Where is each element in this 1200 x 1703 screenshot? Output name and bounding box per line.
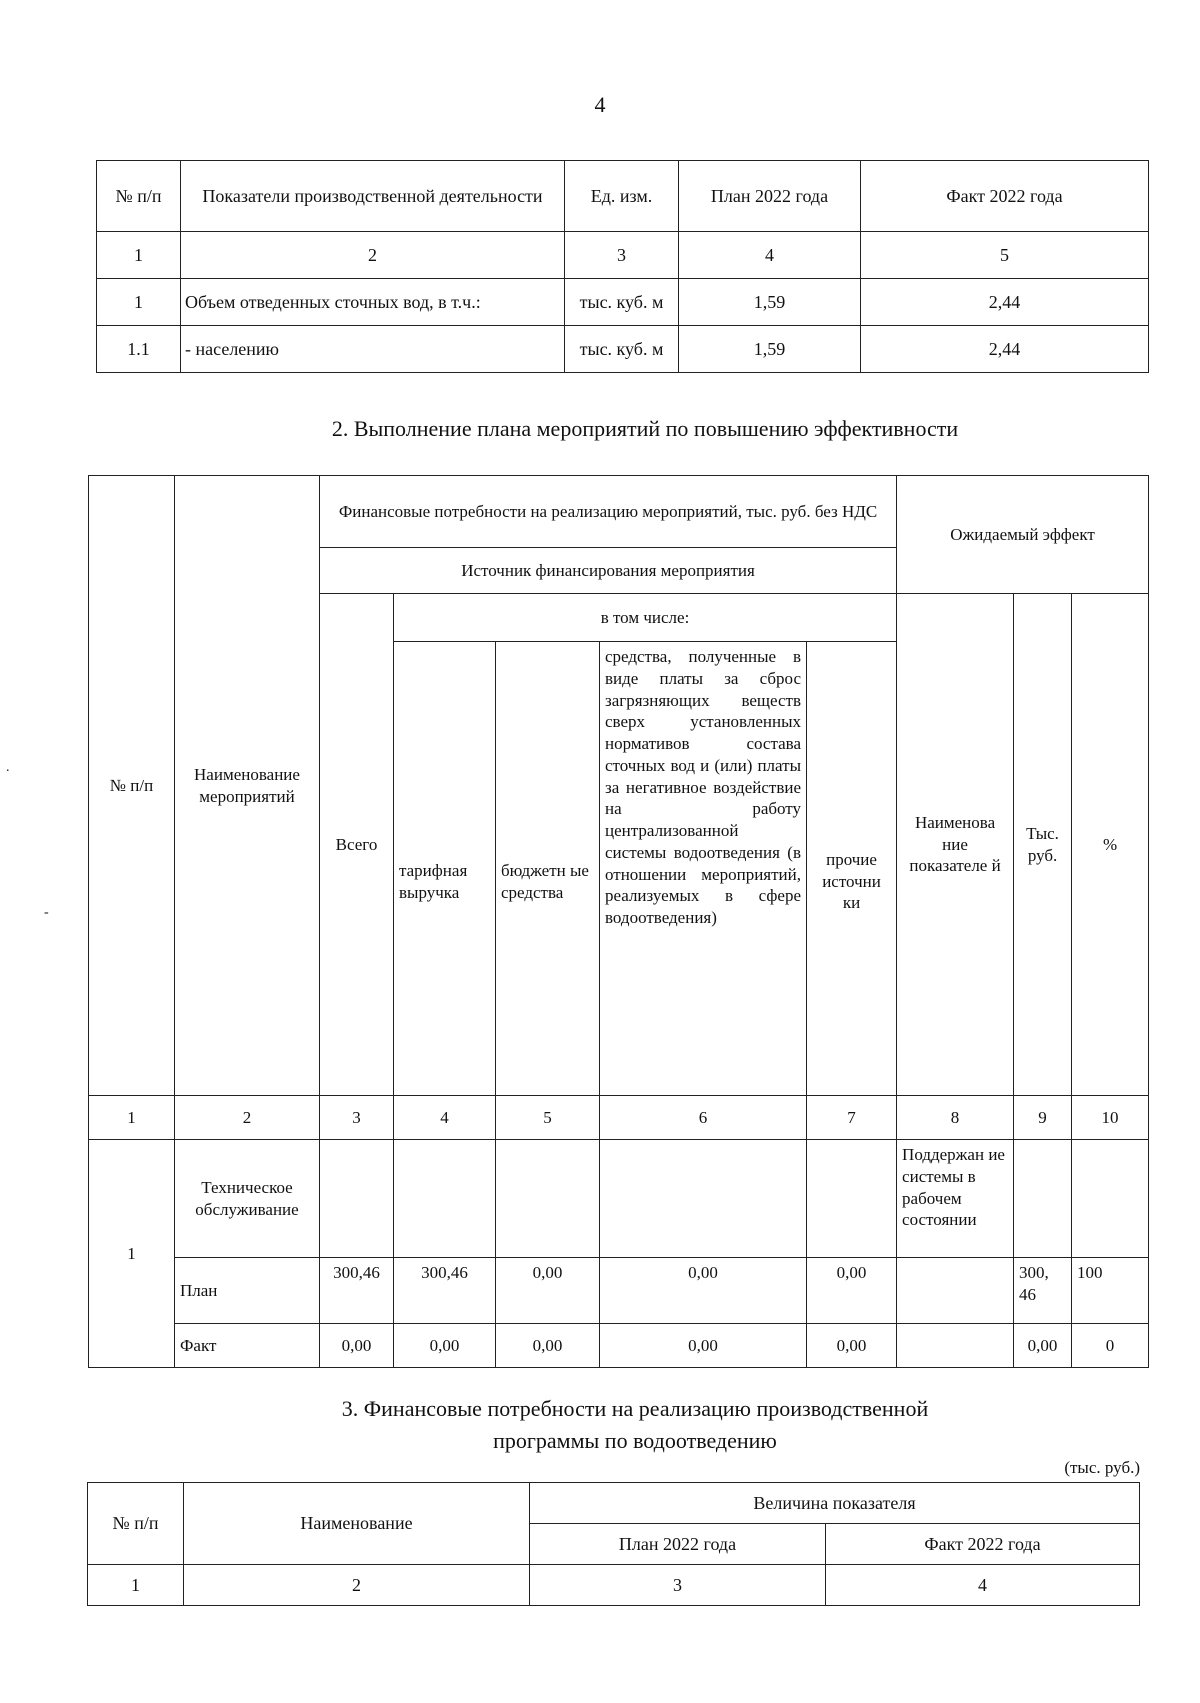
row-num: 1.1 xyxy=(97,326,181,373)
col-number: 4 xyxy=(679,232,861,279)
col-number: 4 xyxy=(826,1565,1140,1606)
fact-pollution: 0,00 xyxy=(600,1324,807,1368)
plan-tariff: 300,46 xyxy=(394,1258,496,1324)
col-number: 3 xyxy=(565,232,679,279)
fact-label: Факт xyxy=(175,1324,320,1368)
col-num-header: № п/п xyxy=(88,1483,184,1565)
col-budget-header: бюджетн ые средства xyxy=(496,642,600,1096)
col-number: 4 xyxy=(394,1096,496,1140)
row-name: - населению xyxy=(181,326,565,373)
efficiency-measures-table xyxy=(88,475,1149,1368)
table-row xyxy=(97,326,1149,373)
col-number: 2 xyxy=(181,232,565,279)
plan-total: 300,46 xyxy=(320,1258,394,1324)
production-indicators-table xyxy=(96,160,1149,373)
col-num-header: № п/п xyxy=(97,161,181,232)
row-fact: 2,44 xyxy=(861,326,1149,373)
measure-name: Техническое обслуживание xyxy=(175,1140,320,1258)
col-indicator-header: Показатели производственной деятельности xyxy=(181,161,565,232)
col-number: 3 xyxy=(320,1096,394,1140)
unit-note: (тыс. руб.) xyxy=(1064,1458,1140,1477)
col-fact-header: Факт 2022 года xyxy=(826,1524,1140,1565)
expected-effect-header: Ожидаемый эффект xyxy=(897,476,1149,594)
column-numbering-row xyxy=(89,1096,1149,1140)
financial-needs-header: Финансовые потребности на реализацию мероприятий, тыс. руб. без НДС xyxy=(320,476,897,548)
col-number: 1 xyxy=(89,1096,175,1140)
col-other-header: прочие источни ки xyxy=(807,642,897,1096)
col-number: 3 xyxy=(530,1565,826,1606)
stray-mark: - xyxy=(44,905,49,920)
section-2-title: 2. Выполнение плана мероприятий по повышению эффективности xyxy=(331,416,959,441)
row-name: Объем отведенных сточных вод, в т.ч.: xyxy=(181,279,565,326)
col-tariff-header: тарифная выручка xyxy=(394,642,496,1096)
col-number: 9 xyxy=(1014,1096,1072,1140)
column-numbering-row xyxy=(97,232,1149,279)
fact-row xyxy=(89,1324,1149,1368)
col-number: 5 xyxy=(861,232,1149,279)
plan-row xyxy=(89,1258,1149,1324)
fact-total: 0,00 xyxy=(320,1324,394,1368)
col-number: 5 xyxy=(496,1096,600,1140)
column-numbering-row xyxy=(88,1565,1140,1606)
col-total-header: Всего xyxy=(320,594,394,1096)
fact-thous: 0,00 xyxy=(1014,1324,1072,1368)
col-number: 7 xyxy=(807,1096,897,1140)
col-name-header: Наименование xyxy=(184,1483,530,1565)
col-number: 2 xyxy=(184,1565,530,1606)
col-number: 10 xyxy=(1072,1096,1149,1140)
financial-needs-table xyxy=(87,1482,1140,1606)
fact-other: 0,00 xyxy=(807,1324,897,1368)
row-unit: тыс. куб. м xyxy=(565,279,679,326)
col-number: 1 xyxy=(88,1565,184,1606)
measure-num: 1 xyxy=(89,1140,175,1368)
col-plan-header: План 2022 года xyxy=(530,1524,826,1565)
fact-tariff: 0,00 xyxy=(394,1324,496,1368)
plan-pct: 100 xyxy=(1072,1258,1149,1324)
value-header: Величина показателя xyxy=(530,1483,1140,1524)
page-number: 4 xyxy=(594,92,606,117)
row-plan: 1,59 xyxy=(679,326,861,373)
fact-pct: 0 xyxy=(1072,1324,1149,1368)
table-row xyxy=(89,1140,1149,1258)
expected-effect-text: Поддержан ие системы в рабочем состоянии xyxy=(897,1140,1014,1258)
col-pollution-header: средства, полученные в виде платы за сброс загрязняющих веществ сверх установленных нормативов состава сточных вод и (или) платы за негативное воздействие на работу централизованной системы водоотведения (в отношении мероприятий, реализуемых в сфере водоотведения) xyxy=(600,642,807,1096)
col-number: 6 xyxy=(600,1096,807,1140)
table-row xyxy=(97,279,1149,326)
col-number: 1 xyxy=(97,232,181,279)
fact-budget: 0,00 xyxy=(496,1324,600,1368)
col-num-header: № п/п xyxy=(89,476,175,1096)
col-number: 8 xyxy=(897,1096,1014,1140)
col-thous-header: Тыс. руб. xyxy=(1014,594,1072,1096)
row-fact: 2,44 xyxy=(861,279,1149,326)
col-fact-header: Факт 2022 года xyxy=(861,161,1149,232)
including-header: в том числе: xyxy=(394,594,897,642)
plan-label: План xyxy=(175,1258,320,1324)
section-3-title-line1: 3. Финансовые потребности на реализацию производственной xyxy=(341,1396,929,1421)
plan-thous: 300, 46 xyxy=(1014,1258,1072,1324)
col-pct-header: % xyxy=(1072,594,1149,1096)
col-unit-header: Ед. изм. xyxy=(565,161,679,232)
plan-budget: 0,00 xyxy=(496,1258,600,1324)
stray-mark: . xyxy=(6,760,10,775)
table-header-row xyxy=(97,161,1149,232)
row-num: 1 xyxy=(97,279,181,326)
funding-source-header: Источник финансирования мероприятия xyxy=(320,548,897,594)
plan-pollution: 0,00 xyxy=(600,1258,807,1324)
col-indicator-header: Наименова ние показателе й xyxy=(897,594,1014,1096)
col-measure-name-header: Наименование мероприятий xyxy=(175,476,320,1096)
col-number: 2 xyxy=(175,1096,320,1140)
row-unit: тыс. куб. м xyxy=(565,326,679,373)
col-plan-header: План 2022 года xyxy=(679,161,861,232)
row-plan: 1,59 xyxy=(679,279,861,326)
plan-other: 0,00 xyxy=(807,1258,897,1324)
section-3-title-line2: программы по водоотведению xyxy=(493,1428,777,1453)
